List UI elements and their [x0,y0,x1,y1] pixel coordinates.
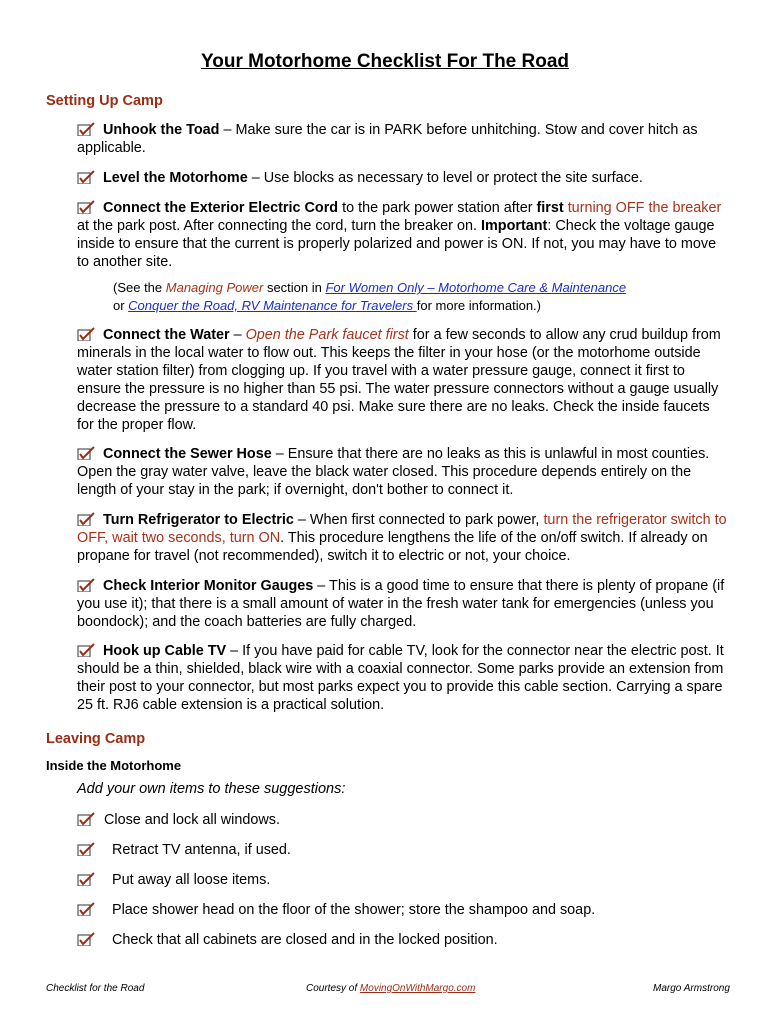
link-for-women-only[interactable]: For Women Only – Motorhome Care & Maintenance [325,280,627,295]
item-title: Connect the Sewer Hose [103,446,272,462]
reference-note: (See the Managing Power section in For Women Only – Motorhome Care & Maintenance or Conquer the Road, RV Maintenance for Travelers for more information.) [113,280,627,313]
checkbox-checked-icon[interactable] [77,932,97,946]
checklist-item-sewer: Connect the Sewer Hose – Ensure that there are no leaks as this is unlawful in most counties. Open the gray water valve, leave the black water closed. This procedure depends entirely on the length of your stay in the park; if overnight, don't bother to connect it. [77,446,710,498]
list-item: Close and lock all windows. [77,811,103,829]
checklist-item-gauges: Check Interior Monitor Gauges – This is a good time to ensure that there is plenty of propane (if you use it); that there is a small amount of water in the fresh water tank for emergencies (unless you boondock); and the coach batteries are fully charged. [77,578,725,630]
page-title: Your Motorhome Checklist For The Road [200,51,570,72]
footer-left: Checklist for the Road [46,983,145,994]
checklist-item-electric: Connect the Exterior Electric Cord to the park power station after first turning OFF the breaker at the park post. After connecting the cord, turn the breaker on. Important: Check the voltage gauge inside to ensure that the current is properly polarized and power is ON. If not, you may have to move to another site. [77,200,722,270]
item-title: Connect the Exterior Electric Cord [103,200,339,216]
list-item: Place shower head on the floor of the shower; store the shampoo and soap. [77,901,103,919]
checklist-item-unhook: Unhook the Toad – Make sure the car is in PARK before unhitching. Stow and cover hitch as applicable. [77,122,698,156]
item-title: Level the Motorhome [103,170,248,186]
footer-center: Courtesy of MovingOnWithMargo.com [306,983,476,994]
checkbox-checked-icon[interactable] [77,512,97,526]
list-item: Retract TV antenna, if used. [77,841,103,859]
checklist-item-refrigerator: Turn Refrigerator to Electric – When first connected to park power, turn the refrigerator switch to OFF, wait two seconds, turn ON. This procedure lengthens the life of the on/off switch. If already on propane for travel (not recommended), switch it to electric or not, your choice. [77,512,727,564]
section-heading-leaving-camp: Leaving Camp [46,731,146,747]
footer-right: Margo Armstrong [653,983,730,994]
checkbox-checked-icon[interactable] [77,643,97,657]
item-title: Turn Refrigerator to Electric [103,512,294,528]
list-item: Check that all cabinets are closed and in the locked position. [77,931,103,949]
item-title: Unhook the Toad [103,122,220,138]
item-title: Connect the Water [103,327,230,343]
checkbox-checked-icon[interactable] [77,902,97,916]
checkbox-checked-icon[interactable] [77,842,97,856]
section-heading-setting-up-camp: Setting Up Camp [46,93,163,109]
subheading-inside-motorhome: Inside the Motorhome [46,758,182,773]
item-title: Check Interior Monitor Gauges [103,578,314,594]
checkbox-checked-icon[interactable] [77,170,97,184]
checklist-item-cable: Hook up Cable TV – If you have paid for cable TV, look for the connector near the electric post. It should be a thin, shielded, black wire with a coaxial connector. Some parks provide an extension from their post to your connector, but most parks expect you to provide this cable section. Carrying a spare 25 ft. RJ6 cable extension is a practical solution. [77,643,724,713]
checkbox-checked-icon[interactable] [77,200,97,214]
checklist-item-water: Connect the Water – Open the Park faucet first for a few seconds to allow any crud buildup from minerals in the local water to flow out. This keeps the filter in your hose (or the motorhome outside water station filter) from clogging up. If you travel with a water pressure gauge, connect it first to ensure the pressure is no higher than 55 psi. The water pressure connectors without a gauge usually decrease the pressure to a standard 40 psi. Make sure there are no leaks. Check the inside faucets for the proper flow. [77,327,721,433]
checklist-item-level: Level the Motorhome – Use blocks as necessary to level or protect the site surface. [77,169,727,187]
footer-site-link[interactable]: MovingOnWithMargo.com [359,983,476,994]
item-title: Hook up Cable TV [103,643,227,659]
checkbox-checked-icon[interactable] [77,812,97,826]
checkbox-checked-icon[interactable] [77,872,97,886]
list-item: Put away all loose items. [77,871,103,889]
checkbox-checked-icon[interactable] [77,578,97,592]
checkbox-checked-icon[interactable] [77,446,97,460]
checkbox-checked-icon[interactable] [77,327,97,341]
link-conquer-the-road[interactable]: Conquer the Road, RV Maintenance for Travelers [128,298,417,313]
checkbox-checked-icon[interactable] [77,122,97,136]
intro-text: Add your own items to these suggestions: [77,781,346,797]
